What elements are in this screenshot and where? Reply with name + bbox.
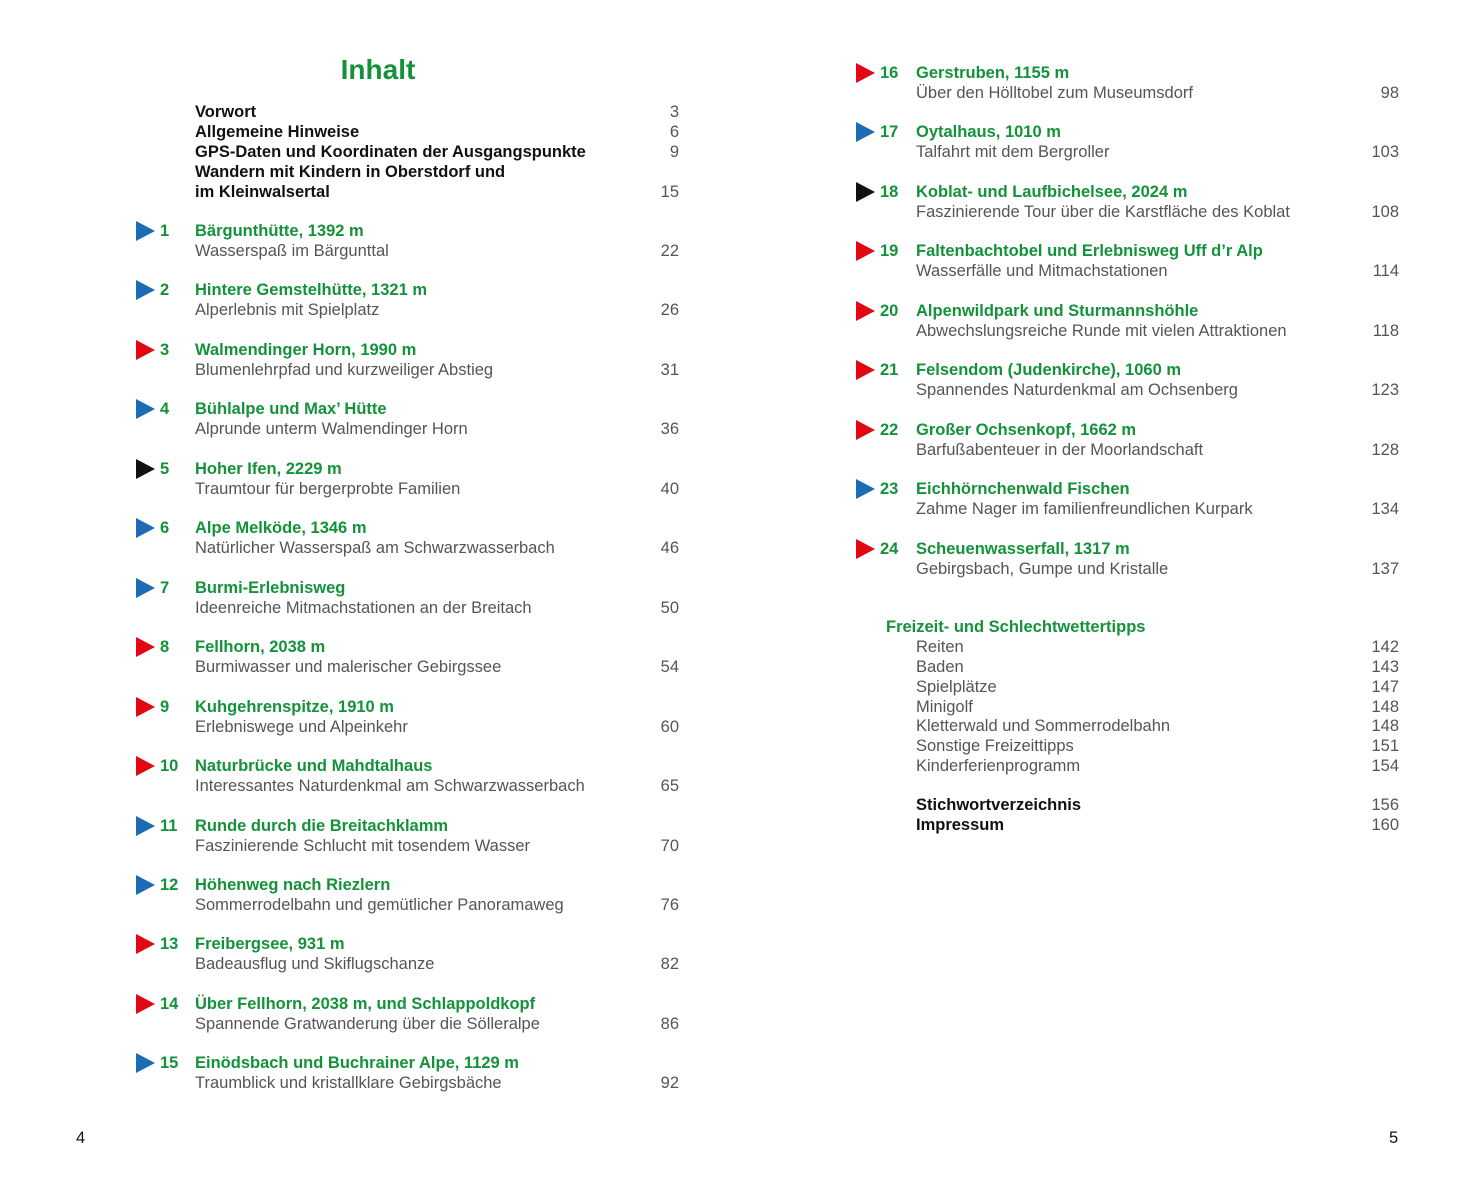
tour-page: 103 <box>1371 143 1399 162</box>
front-matter-label: Vorwort <box>195 103 257 121</box>
tour-title: Bühlalpe und Max’ Hütte <box>195 400 387 419</box>
tour-number: 22 <box>880 420 899 439</box>
tour-subtitle: Blumenlehrpfad und kurzweiliger Abstieg <box>195 360 494 379</box>
tour-page: 60 <box>660 717 679 736</box>
tour-subtitle: Spannende Gratwanderung über die Sölleralpe <box>195 1014 540 1033</box>
tour-difficulty-marker <box>136 221 155 241</box>
front-matter-page: 9 <box>669 143 679 161</box>
tour-difficulty-marker <box>856 539 875 559</box>
freizeit-page: 148 <box>1371 717 1399 736</box>
back-matter-page: 156 <box>1371 796 1399 814</box>
tour-difficulty-marker <box>136 459 155 479</box>
front-matter-page: 15 <box>660 183 679 201</box>
tour-subtitle: Burmiwasser und malerischer Gebirgssee <box>195 658 502 677</box>
tour-page: 31 <box>660 360 679 379</box>
tour-title: Hoher Ifen, 2229 m <box>195 459 342 478</box>
tour-page: 54 <box>660 658 679 677</box>
tour-number: 12 <box>160 875 179 894</box>
tour-number: 11 <box>160 816 178 835</box>
back-matter-page: 160 <box>1371 816 1399 834</box>
tour-difficulty-marker <box>136 875 155 895</box>
tour-difficulty-marker <box>136 637 155 657</box>
tour-difficulty-marker <box>856 122 875 142</box>
tour-title: Hintere Gemstelhütte, 1321 m <box>195 281 427 300</box>
tour-title: Koblat- und Laufbichelsee, 2024 m <box>916 182 1188 201</box>
page-number-right: 5 <box>1389 1129 1399 1147</box>
tour-title: Kuhgehrenspitze, 1910 m <box>195 697 394 716</box>
tour-page: 70 <box>660 836 679 855</box>
front-matter-label: im Kleinwalsertal <box>195 183 330 201</box>
tour-subtitle: Über den Hölltobel zum Museumsdorf <box>916 84 1193 102</box>
freizeit-page: 151 <box>1371 737 1399 756</box>
tour-subtitle: Alperlebnis mit Spielplatz <box>195 301 380 320</box>
tour-title: Scheuenwasserfall, 1317 m <box>916 539 1130 558</box>
tour-subtitle: Interessantes Naturdenkmal am Schwarzwasserbach <box>195 777 585 796</box>
tour-subtitle: Traumblick und kristallklare Gebirgsbäche <box>195 1074 502 1093</box>
tour-number: 23 <box>880 480 899 499</box>
freizeit-page: 148 <box>1371 697 1399 716</box>
tour-number: 17 <box>880 123 899 142</box>
tour-subtitle: Wasserfälle und Mitmachstationen <box>916 262 1168 281</box>
tour-difficulty-marker <box>136 816 155 836</box>
tour-subtitle: Zahme Nager im familienfreundlichen Kurpark <box>916 500 1253 519</box>
tour-number: 13 <box>160 935 179 954</box>
tour-title: Walmendinger Horn, 1990 m <box>195 340 417 359</box>
tour-number: 9 <box>160 697 170 716</box>
freizeit-item: Spielplätze <box>916 677 997 696</box>
freizeit-item: Reiten <box>916 638 964 656</box>
tour-title: Runde durch die Breitachklamm <box>195 816 449 835</box>
tour-subtitle: Spannendes Naturdenkmal am Ochsenberg <box>916 381 1238 400</box>
tour-number: 14 <box>160 994 179 1013</box>
tour-title: Freibergsee, 931 m <box>195 935 345 954</box>
tour-subtitle: Faszinierende Schlucht mit tosendem Wasser <box>195 836 531 855</box>
tour-subtitle: Badeausflug und Skiflugschanze <box>195 955 435 974</box>
tour-page: 118 <box>1372 321 1399 340</box>
tour-page: 26 <box>660 301 679 320</box>
tour-page: 36 <box>660 420 679 439</box>
tour-number: 7 <box>160 578 170 597</box>
tour-subtitle: Wasserspaß im Bärgunttal <box>195 242 389 260</box>
tour-page: 98 <box>1380 84 1399 102</box>
freizeit-page: 147 <box>1371 677 1399 696</box>
tour-number: 6 <box>160 519 170 538</box>
tour-number: 21 <box>880 361 899 380</box>
tour-subtitle: Abwechslungsreiche Runde mit vielen Attraktionen <box>916 321 1287 340</box>
front-matter-label: Allgemeine Hinweise <box>195 123 360 141</box>
tour-subtitle: Natürlicher Wasserspaß am Schwarzwasserbach <box>195 539 555 558</box>
tour-number: 1 <box>160 222 170 240</box>
freizeit-item: Sonstige Freizeittipps <box>916 737 1074 756</box>
tour-page: 50 <box>660 598 679 617</box>
tour-difficulty-marker <box>856 241 875 261</box>
tour-page: 22 <box>660 242 679 260</box>
tour-title: Einödsbach und Buchrainer Alpe, 1129 m <box>195 1054 519 1073</box>
tour-page: 82 <box>660 955 679 974</box>
tour-page: 137 <box>1371 559 1399 578</box>
tour-number: 18 <box>880 182 899 201</box>
tour-difficulty-marker <box>136 340 155 360</box>
tour-subtitle: Ideenreiche Mitmachstationen an der Breitach <box>195 598 532 617</box>
tour-page: 46 <box>660 539 679 558</box>
tour-subtitle: Alprunde unterm Walmendinger Horn <box>195 420 468 439</box>
tour-page: 134 <box>1371 500 1399 519</box>
freizeit-item: Kinderferienprogramm <box>916 757 1081 776</box>
tour-difficulty-marker <box>856 420 875 440</box>
tour-page: 92 <box>660 1074 679 1093</box>
tour-subtitle: Traumtour für bergerprobte Familien <box>195 479 461 498</box>
tour-number: 4 <box>160 400 170 419</box>
tour-title: Burmi-Erlebnisweg <box>195 578 346 597</box>
freizeit-item: Baden <box>916 657 964 676</box>
tour-number: 15 <box>160 1054 179 1073</box>
tour-number: 24 <box>880 539 899 558</box>
tour-subtitle: Talfahrt mit dem Bergroller <box>916 143 1110 162</box>
tour-page: 86 <box>660 1014 679 1033</box>
tour-difficulty-marker <box>136 280 155 300</box>
tour-difficulty-marker <box>136 697 155 717</box>
tour-number: 3 <box>160 340 170 359</box>
tour-subtitle: Barfußabenteuer in der Moorlandschaft <box>916 440 1204 459</box>
tour-difficulty-marker <box>136 399 155 419</box>
tour-title: Großer Ochsenkopf, 1662 m <box>916 420 1137 439</box>
tour-difficulty-marker <box>136 1053 155 1073</box>
tour-page: 123 <box>1371 381 1399 400</box>
front-matter-page: 6 <box>669 123 679 141</box>
tour-difficulty-marker <box>856 182 875 202</box>
tour-difficulty-marker <box>136 518 155 538</box>
front-matter-page: 3 <box>669 103 679 121</box>
tour-difficulty-marker <box>856 479 875 499</box>
tour-title: Fellhorn, 2038 m <box>195 638 326 657</box>
freizeit-item: Kletterwald und Sommerrodelbahn <box>916 717 1171 736</box>
tour-difficulty-marker <box>856 301 875 321</box>
freizeit-page: 143 <box>1371 657 1399 676</box>
tour-page: 128 <box>1371 440 1399 459</box>
tour-title: Felsendom (Judenkirche), 1060 m <box>916 361 1182 380</box>
freizeit-page: 142 <box>1371 638 1399 656</box>
tour-title: Bärgunthütte, 1392 m <box>195 222 364 240</box>
freizeit-page: 154 <box>1371 757 1399 776</box>
tour-page: 114 <box>1372 262 1399 281</box>
tour-number: 10 <box>160 757 179 776</box>
tour-subtitle: Gebirgsbach, Gumpe und Kristalle <box>916 559 1169 578</box>
tour-number: 5 <box>160 459 170 478</box>
tour-title: Alpe Melköde, 1346 m <box>195 519 367 538</box>
tour-title: Alpenwildpark und Sturmannshöhle <box>916 301 1199 320</box>
tour-title: Oytalhaus, 1010 m <box>916 123 1061 142</box>
tour-page: 40 <box>660 479 679 498</box>
tour-page: 108 <box>1371 202 1399 221</box>
tour-title: Gerstruben, 1155 m <box>916 64 1070 82</box>
toc-title: Inhalt <box>340 54 416 85</box>
page-number-left: 4 <box>76 1129 86 1147</box>
front-matter-label: Wandern mit Kindern in Oberstdorf und <box>195 163 506 181</box>
tour-difficulty-marker <box>136 756 155 776</box>
back-matter-label: Impressum <box>916 816 1005 834</box>
tour-difficulty-marker <box>856 360 875 380</box>
front-matter-label: GPS-Daten und Koordinaten der Ausgangspunkte <box>195 143 586 161</box>
tour-title: Über Fellhorn, 2038 m, und Schlappoldkopf <box>195 994 536 1013</box>
tour-number: 16 <box>880 64 899 82</box>
tour-subtitle: Erlebniswege und Alpeinkehr <box>195 717 408 736</box>
freizeit-item: Minigolf <box>916 697 973 716</box>
tour-number: 19 <box>880 242 899 261</box>
back-matter-label: Stichwortverzeichnis <box>916 796 1082 814</box>
tour-difficulty-marker <box>136 994 155 1014</box>
tour-title: Eichhörnchenwald Fischen <box>916 480 1130 499</box>
tour-title: Höhenweg nach Riezlern <box>195 875 391 894</box>
tour-page: 76 <box>660 895 679 914</box>
freizeit-heading: Freizeit- und Schlechtwettertipps <box>886 618 1146 636</box>
tour-page: 65 <box>660 777 679 796</box>
tour-number: 20 <box>880 301 899 320</box>
tour-number: 2 <box>160 281 170 300</box>
tour-number: 8 <box>160 638 170 657</box>
tour-difficulty-marker <box>856 63 875 83</box>
tour-title: Naturbrücke und Mahdtalhaus <box>195 757 433 776</box>
tour-title: Faltenbachtobel und Erlebnisweg Uff d’r Alp <box>916 242 1263 261</box>
tour-difficulty-marker <box>136 578 155 598</box>
tour-subtitle: Sommerrodelbahn und gemütlicher Panoramaweg <box>195 895 564 914</box>
tour-difficulty-marker <box>136 934 155 954</box>
tour-subtitle: Faszinierende Tour über die Karstfläche des Koblat <box>916 202 1290 221</box>
